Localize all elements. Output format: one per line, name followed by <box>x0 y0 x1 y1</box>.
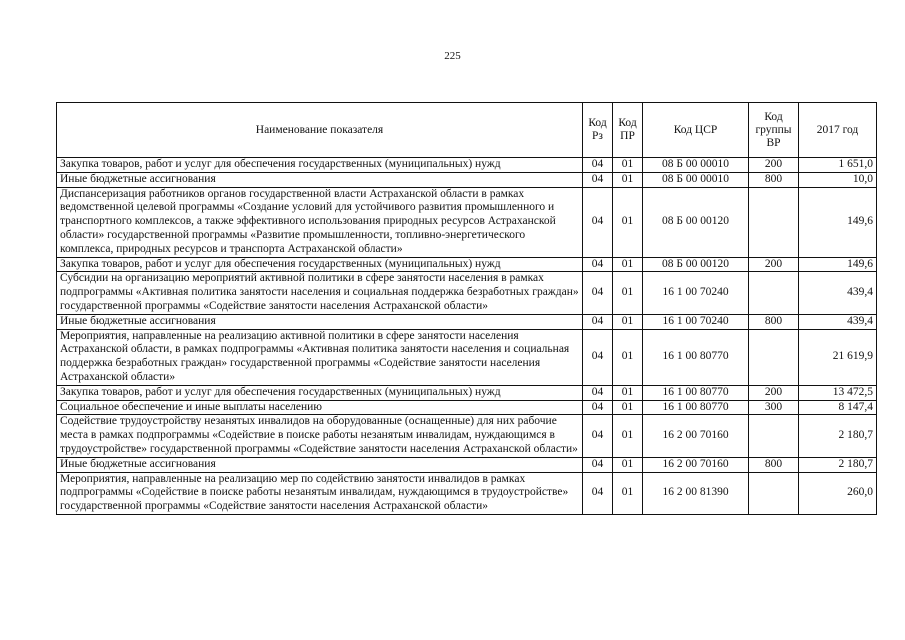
table-row <box>57 457 877 472</box>
table-row <box>57 415 877 457</box>
row-pr: 01 <box>613 187 643 257</box>
row-csr: 16 1 00 70240 <box>643 272 749 314</box>
row-pr: 01 <box>613 385 643 400</box>
row-amount: 2 180,7 <box>799 457 877 472</box>
row-vr <box>749 472 799 514</box>
table-row <box>57 314 877 329</box>
table-row <box>57 329 877 385</box>
row-rz: 04 <box>583 329 613 385</box>
row-vr <box>749 415 799 457</box>
page-number: 225 <box>444 50 461 62</box>
row-vr: 800 <box>749 172 799 187</box>
row-pr: 01 <box>613 329 643 385</box>
row-csr: 16 1 00 80770 <box>643 400 749 415</box>
row-pr: 01 <box>613 400 643 415</box>
row-pr: 01 <box>613 257 643 272</box>
table-row <box>57 172 877 187</box>
row-csr: 16 2 00 70160 <box>643 457 749 472</box>
budget-table <box>56 102 877 515</box>
row-rz: 04 <box>583 385 613 400</box>
row-name: Мероприятия, направленные на реализацию мер по содействию занятости инвалидов в рамках подпрограммы «Содействие в поиске работы незанятым инвалидам, нуждающимся в трудоустройстве» государственной программы «Содействие занятости населения Астраханской области» <box>57 472 583 514</box>
row-name: Иные бюджетные ассигнования <box>57 172 583 187</box>
row-vr <box>749 187 799 257</box>
row-pr: 01 <box>613 172 643 187</box>
row-rz: 04 <box>583 272 613 314</box>
row-pr: 01 <box>613 415 643 457</box>
row-vr <box>749 329 799 385</box>
row-name: Содействие трудоустройству незанятых инвалидов на оборудованные (оснащенные) для них рабочие места в рамках подпрограммы «Содействие в поиске работы незанятым инвалидам, нуждающимся в трудоустройстве» государственной программы «Содействие занятости населения Астраханской области» <box>57 415 583 457</box>
row-rz: 04 <box>583 314 613 329</box>
table-row <box>57 472 877 514</box>
table-row <box>57 257 877 272</box>
table-row <box>57 400 877 415</box>
table-row <box>57 385 877 400</box>
table-row <box>57 187 877 257</box>
row-name: Мероприятия, направленные на реализацию активной политики в сфере занятости населения Астраханской области, в рамках подпрограммы «Активная политика занятости населения и социальная поддержка безработных граждан» государственной программы «Содействие занятости населения Астраханской области» <box>57 329 583 385</box>
row-csr: 08 Б 00 00010 <box>643 158 749 173</box>
row-name: Иные бюджетные ассигнования <box>57 314 583 329</box>
header-amount: 2017 год <box>799 103 877 158</box>
row-vr: 800 <box>749 314 799 329</box>
header-rz: Код Рз <box>583 103 613 158</box>
header-csr: Код ЦСР <box>643 103 749 158</box>
row-csr: 08 Б 00 00010 <box>643 172 749 187</box>
row-vr <box>749 272 799 314</box>
row-amount: 439,4 <box>799 314 877 329</box>
row-csr: 16 1 00 80770 <box>643 329 749 385</box>
header-name: Наименование показателя <box>57 103 583 158</box>
row-name: Закупка товаров, работ и услуг для обеспечения государственных (муниципальных) нужд <box>57 158 583 173</box>
row-rz: 04 <box>583 415 613 457</box>
row-name: Закупка товаров, работ и услуг для обеспечения государственных (муниципальных) нужд <box>57 257 583 272</box>
header-pr: Код ПР <box>613 103 643 158</box>
row-pr: 01 <box>613 472 643 514</box>
row-rz: 04 <box>583 158 613 173</box>
row-rz: 04 <box>583 400 613 415</box>
row-csr: 16 2 00 70160 <box>643 415 749 457</box>
row-amount: 2 180,7 <box>799 415 877 457</box>
row-pr: 01 <box>613 457 643 472</box>
row-amount: 8 147,4 <box>799 400 877 415</box>
row-csr: 08 Б 00 00120 <box>643 187 749 257</box>
row-amount: 13 472,5 <box>799 385 877 400</box>
row-pr: 01 <box>613 272 643 314</box>
row-csr: 16 1 00 70240 <box>643 314 749 329</box>
row-rz: 04 <box>583 172 613 187</box>
row-amount: 149,6 <box>799 187 877 257</box>
row-amount: 10,0 <box>799 172 877 187</box>
row-name: Диспансеризация работников органов государственной власти Астраханской области в рамках ведомственной целевой программы «Создание условий для устойчивого развития промышленного и транспортного комплексов, а также эффективного использования природных ресурсов Астраханской области» государственной программы «Развитие промышленности, топливно-энергетического комплекса, природных ресурсов и транспорта Астраханской области» <box>57 187 583 257</box>
row-name: Закупка товаров, работ и услуг для обеспечения государственных (муниципальных) нужд <box>57 385 583 400</box>
header-vr: Код группы ВР <box>749 103 799 158</box>
row-pr: 01 <box>613 158 643 173</box>
row-pr: 01 <box>613 314 643 329</box>
row-rz: 04 <box>583 257 613 272</box>
row-name: Иные бюджетные ассигнования <box>57 457 583 472</box>
row-vr: 300 <box>749 400 799 415</box>
row-amount: 439,4 <box>799 272 877 314</box>
row-rz: 04 <box>583 187 613 257</box>
row-amount: 21 619,9 <box>799 329 877 385</box>
row-vr: 200 <box>749 257 799 272</box>
row-vr: 800 <box>749 457 799 472</box>
row-amount: 260,0 <box>799 472 877 514</box>
table-row <box>57 272 877 314</box>
row-csr: 16 1 00 80770 <box>643 385 749 400</box>
row-rz: 04 <box>583 457 613 472</box>
row-vr: 200 <box>749 385 799 400</box>
row-csr: 08 Б 00 00120 <box>643 257 749 272</box>
row-name: Социальное обеспечение и иные выплаты населению <box>57 400 583 415</box>
row-vr: 200 <box>749 158 799 173</box>
row-amount: 1 651,0 <box>799 158 877 173</box>
table-row <box>57 158 877 173</box>
table-header-row <box>57 103 877 158</box>
row-csr: 16 2 00 81390 <box>643 472 749 514</box>
row-name: Субсидии на организацию мероприятий активной политики в сфере занятости населения в рамках подпрограммы «Активная политика занятости населения и социальная поддержка безработных граждан» государственной программы «Содействие занятости населения Астраханской области» <box>57 272 583 314</box>
row-amount: 149,6 <box>799 257 877 272</box>
row-rz: 04 <box>583 472 613 514</box>
